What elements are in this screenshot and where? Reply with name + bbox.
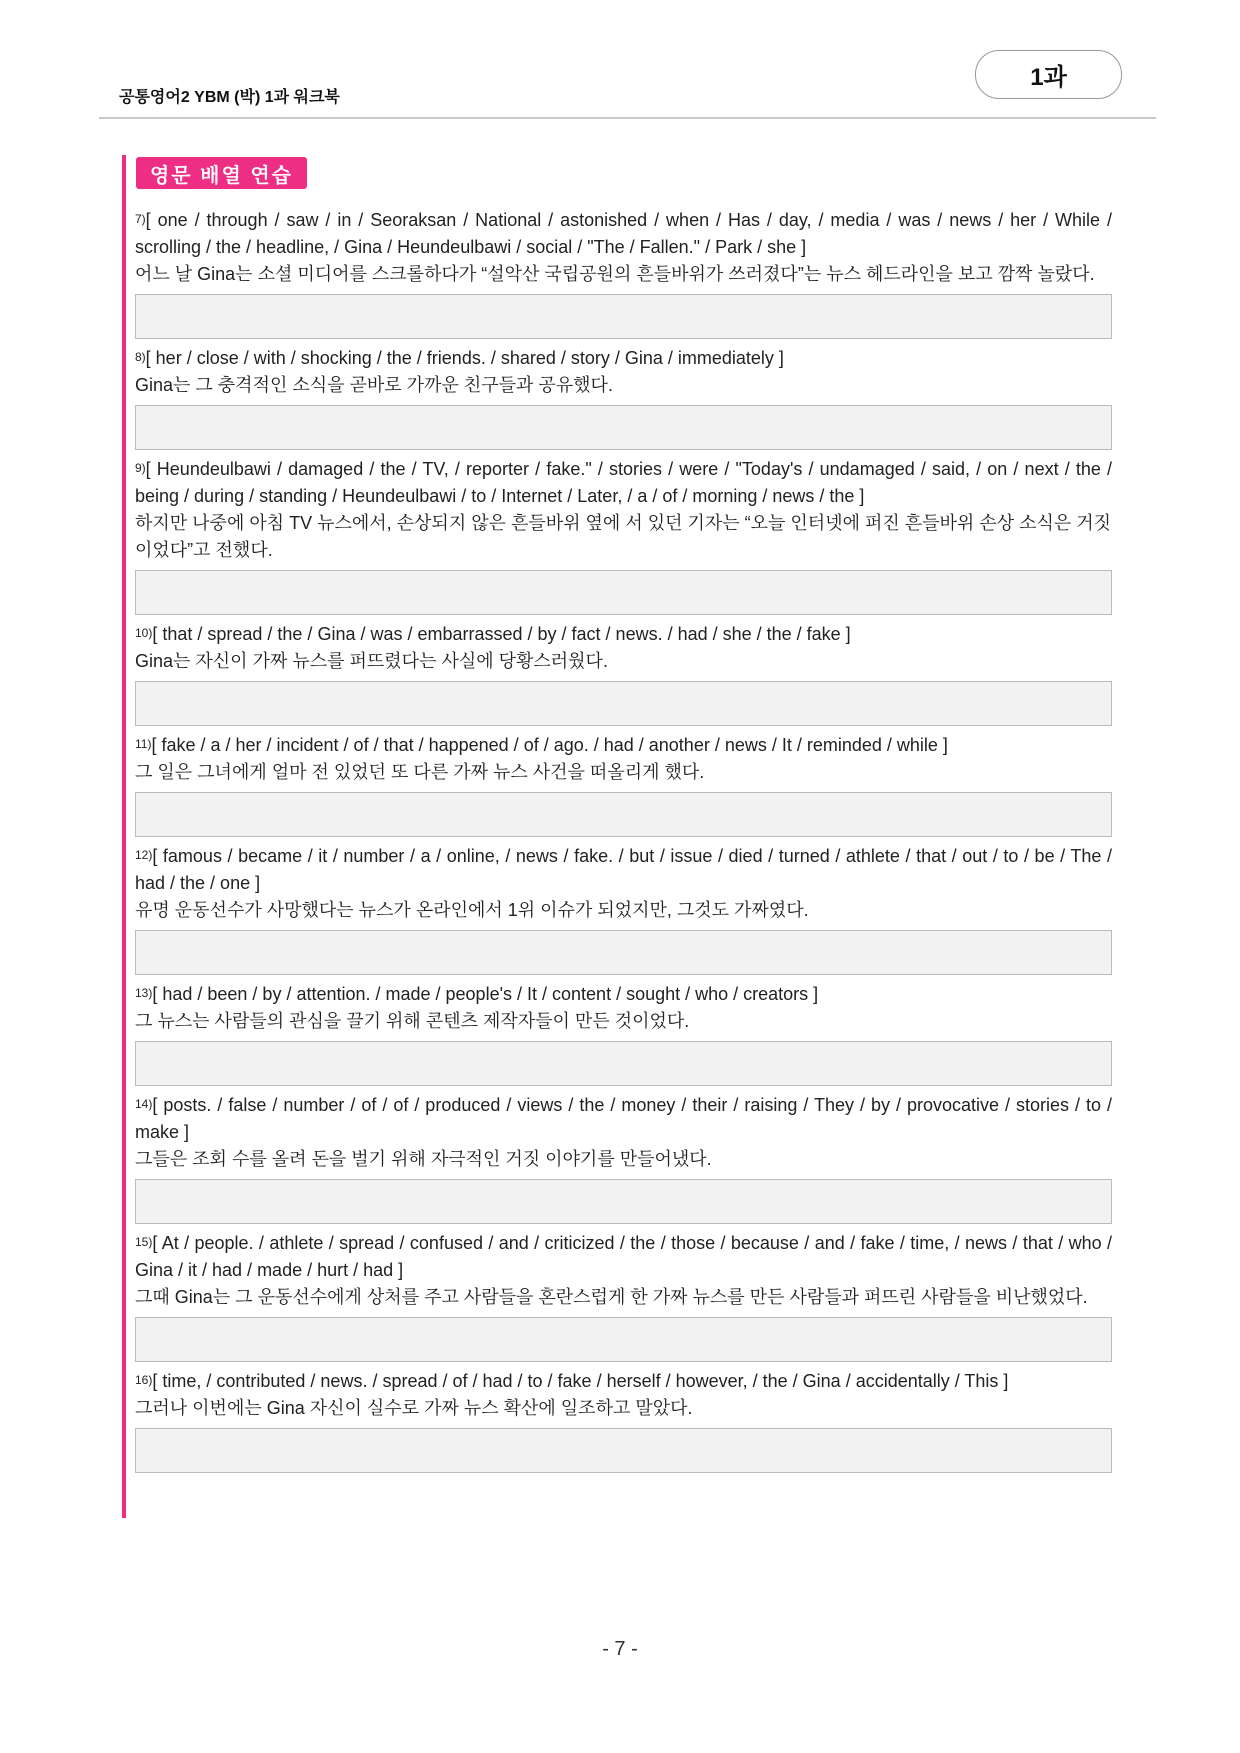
section-accent-bar [122, 155, 126, 1518]
word-bank [135, 1368, 1112, 1395]
answer-box[interactable] [135, 1317, 1112, 1362]
item-number: 11) [135, 737, 152, 751]
exercise-item [135, 345, 1112, 450]
item-number: 8) [135, 350, 146, 364]
scrambled-words: [ posts. / false / number / of / of / produced / views / the / money / their / raising / They / by / provocative / stories / to / make ] [135, 1095, 1112, 1142]
answer-box[interactable] [135, 1179, 1112, 1224]
item-number: 10) [135, 626, 153, 640]
answer-box[interactable] [135, 681, 1112, 726]
exercise-item [135, 981, 1112, 1086]
korean-translation: 그 일은 그녀에게 얼마 전 있었던 또 다른 가짜 뉴스 사건을 떠올리게 했다. [135, 762, 705, 782]
answer-box[interactable] [135, 570, 1112, 615]
answer-box[interactable] [135, 1041, 1112, 1086]
item-number: 16) [135, 1373, 153, 1387]
page-number: - 7 - [602, 1638, 638, 1660]
word-bank [135, 1092, 1112, 1146]
document-title: 공통영어2 YBM (박) 1과 워크북 [119, 89, 340, 106]
word-bank [135, 732, 1112, 759]
header-divider [99, 117, 1156, 119]
item-number: 9) [135, 461, 146, 475]
word-bank [135, 456, 1112, 510]
scrambled-words: [ At / people. / athlete / spread / confused / and / criticized / the / those / because / and / fake / time, / news / that / who / Gina / it / had / made / hurt / had ] [135, 1233, 1112, 1280]
korean-translation: 어느 날 Gina는 소셜 미디어를 스크롤하다가 “설악산 국립공원의 흔들바위가 쓰러졌다”는 뉴스 헤드라인을 보고 깜짝 놀랐다. [135, 264, 1095, 284]
scrambled-words: [ that / spread / the / Gina / was / embarrassed / by / fact / news. / had / she / the / fake ] [152, 624, 851, 644]
scrambled-words: [ time, / contributed / news. / spread / of / had / to / fake / herself / however, / the / Gina / accidentally / This ] [152, 1371, 1009, 1391]
scrambled-words: [ had / been / by / attention. / made / people's / It / content / sought / who / creators ] [152, 984, 819, 1004]
answer-box[interactable] [135, 792, 1112, 837]
item-number: 7) [135, 212, 146, 226]
exercise-item [135, 207, 1112, 339]
word-bank [135, 345, 1112, 372]
exercise-item [135, 843, 1112, 975]
scrambled-words: [ Heundeulbawi / damaged / the / TV, / reporter / fake." / stories / were / "Today's / undamaged / said, / on / next / the / being / during / standing / Heundeulbawi / to / Internet / Later, / a / of / morning / news / the ] [135, 459, 1112, 506]
korean-translation: 유명 운동선수가 사망했다는 뉴스가 온라인에서 1위 이슈가 되었지만, 그것도 가짜였다. [135, 900, 809, 920]
lesson-badge: 1과 [975, 50, 1122, 99]
answer-box[interactable] [135, 1428, 1112, 1473]
korean-translation: Gina는 그 충격적인 소식을 곧바로 가까운 친구들과 공유했다. [135, 375, 613, 395]
section-label: 영문 배열 연습 [136, 157, 307, 189]
answer-box[interactable] [135, 294, 1112, 339]
word-bank [135, 621, 1112, 648]
item-number: 15) [135, 1235, 153, 1249]
korean-translation: 그때 Gina는 그 운동선수에게 상처를 주고 사람들을 혼란스럽게 한 가짜 뉴스를 만든 사람들과 퍼뜨린 사람들을 비난했었다. [135, 1287, 1088, 1307]
answer-box[interactable] [135, 405, 1112, 450]
exercise-item [135, 1368, 1112, 1473]
scrambled-words: [ famous / became / it / number / a / online, / news / fake. / but / issue / died / turned / athlete / that / out / to / be / The / had / the / one ] [135, 846, 1112, 893]
exercise-item [135, 732, 1112, 837]
exercise-list [135, 207, 1112, 1479]
word-bank [135, 207, 1112, 261]
exercise-item [135, 1230, 1112, 1362]
korean-translation: Gina는 자신이 가짜 뉴스를 퍼뜨렸다는 사실에 당황스러웠다. [135, 651, 608, 671]
item-number: 12) [135, 848, 153, 862]
scrambled-words: [ one / through / saw / in / Seoraksan / National / astonished / when / Has / day, / media / was / news / her / While / scrolling / the / headline, / Gina / Heundeulbawi / social / "The / Fallen." / Park / she ] [135, 210, 1112, 257]
korean-translation: 그 뉴스는 사람들의 관심을 끌기 위해 콘텐츠 제작자들이 만든 것이었다. [135, 1011, 690, 1031]
answer-box[interactable] [135, 930, 1112, 975]
korean-translation: 그러나 이번에는 Gina 자신이 실수로 가짜 뉴스 확산에 일조하고 말았다. [135, 1398, 693, 1418]
exercise-item [135, 456, 1112, 615]
word-bank [135, 843, 1112, 897]
word-bank [135, 1230, 1112, 1284]
exercise-item [135, 621, 1112, 726]
item-number: 14) [135, 1097, 153, 1111]
word-bank [135, 981, 1112, 1008]
korean-translation: 하지만 나중에 아침 TV 뉴스에서, 손상되지 않은 흔들바위 옆에 서 있던 기자는 “오늘 인터넷에 퍼진 흔들바위 손상 소식은 거짓이었다”고 전했다. [135, 513, 1112, 560]
korean-translation: 그들은 조회 수를 올려 돈을 벌기 위해 자극적인 거짓 이야기를 만들어냈다. [135, 1149, 712, 1169]
exercise-item [135, 1092, 1112, 1224]
scrambled-words: [ her / close / with / shocking / the / friends. / shared / story / Gina / immediately ] [145, 348, 784, 368]
scrambled-words: [ fake / a / her / incident / of / that / happened / of / ago. / had / another / news / It / reminded / while ] [151, 735, 948, 755]
item-number: 13) [135, 986, 153, 1000]
